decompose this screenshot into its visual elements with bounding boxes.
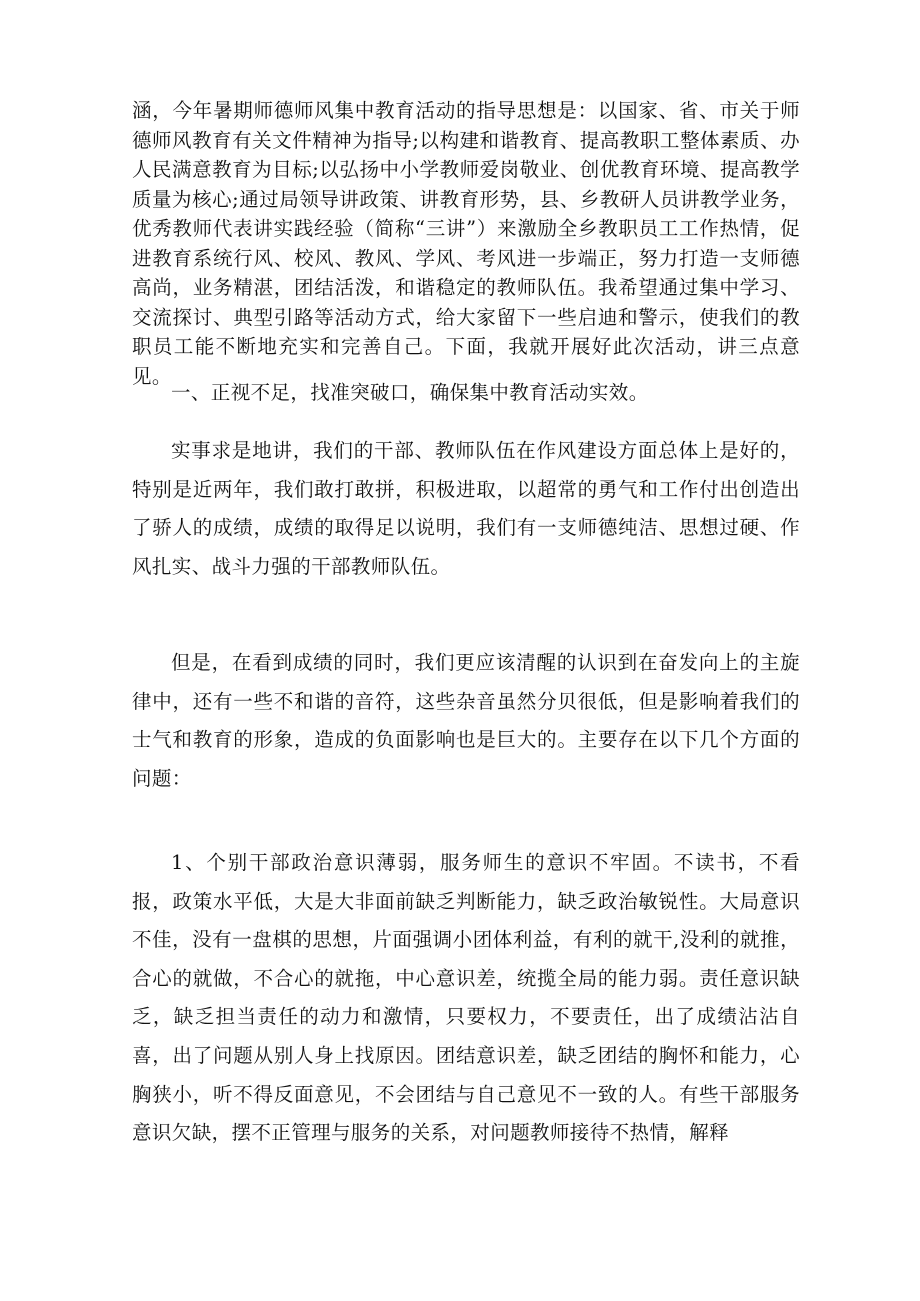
paragraph-problem-one: 1、个别干部政治意识薄弱，服务师生的意识不牢固。不读书，不看报，政策水平低，大是大非面前缺乏判断能力，缺乏政治敏锐性。大局意识不佳，没有一盘棋的思想，片面强调小团体利益，有利的就干,没利的就推，合心的就做，不合心的就拖，中心意识差，统揽全局的能力弱。责任意识缺乏，缺乏担当责任的动力和激情，只要权力，不要责任，出了成绩沾沾自喜，出了问题从别人身上找原因。团结意识差，缺乏团结的胸怀和能力，心胸狭小，听不得反面意见，不会团结与自己意见不一致的人。有些干部服务意识欠缺，摆不正管理与服务的关系，对问题教师接待不热情，解释 (132, 851, 800, 1145)
paragraph-problems-intro: 但是，在看到成绩的同时，我们更应该清醒的认识到在奋发向上的主旋律中，还有一些不和谐的音符，这些杂音虽然分贝很低，但是影响着我们的士气和教育的形象，造成的负面影响也是巨大的。主要存在以下几个方面的问题： (132, 651, 800, 790)
paragraph-achievements: 实事求是地讲，我们的干部、教师队伍在作风建设方面总体上是好的，特别是近两年，我们敢打敢拼，积极进取，以超常的勇气和工作付出创造出了骄人的成绩，成绩的取得足以说明，我们有一支师德纯洁、思想过硬、作风扎实、战斗力强的干部教师队伍。 (132, 439, 800, 578)
section-heading-one: 一、正视不足，找准突破口，确保集中教育活动实效。 (171, 381, 649, 404)
paragraph-guiding-thought: 涵，今年暑期师德师风集中教育活动的指导思想是：以国家、省、市关于师德师风教育有关文件精神为指导;以构建和谐教育、提高教职工整体素质、办人民满意教育为目标;以弘扬中小学教师爱岗敬业、创优教育环境、提高教学质量为核心;通过局领导讲政策、讲教育形势，县、乡教研人员讲教学业务，优秀教师代表讲实践经验（简称“三讲”）来激励全乡教职员工工作热情，促进教育系统行风、校风、教风、学风、考风进一步端正，努力打造一支师德高尚，业务精湛，团结活泼，和谐稳定的教师队伍。我希望通过集中学习、交流探讨、典型引路等活动方式，给大家留下一些启迪和警示，使我们的教职员工能不断地充实和完善自己。下面，我就开展好此次活动，讲三点意见。 (132, 99, 800, 388)
